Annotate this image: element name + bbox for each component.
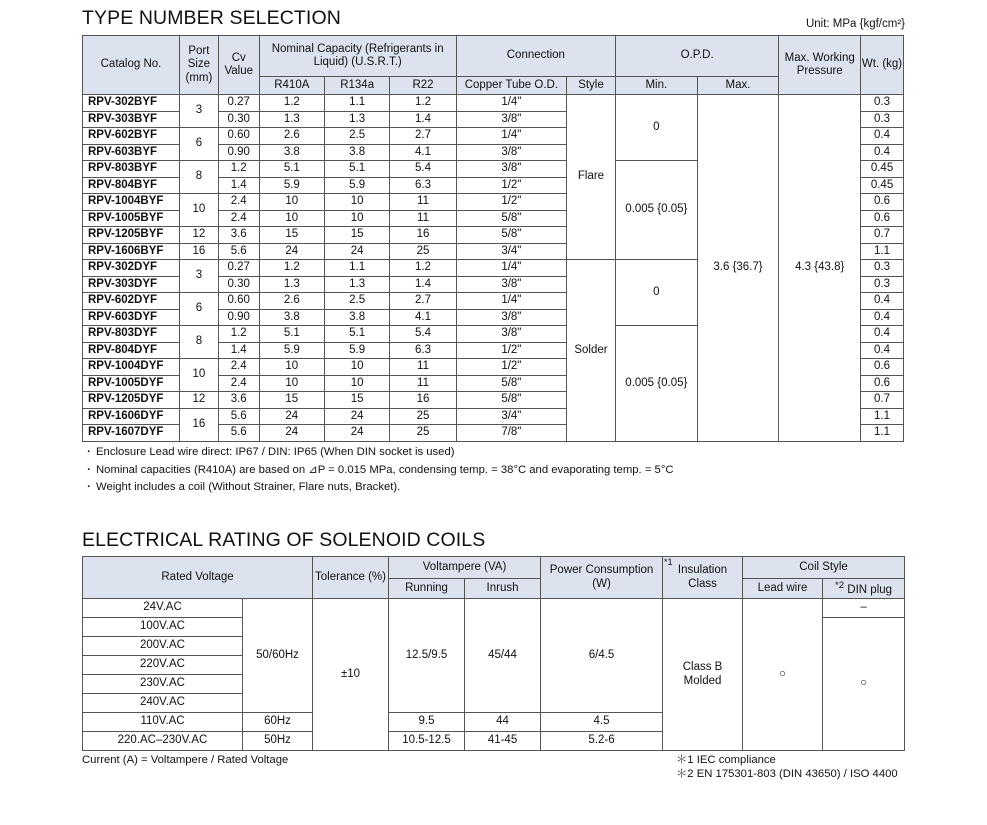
capacity-r134a: 2.5 — [324, 293, 389, 310]
coil-footnotes — [676, 753, 898, 781]
header-insulation-class — [663, 557, 743, 599]
copper-tube-od: 3/8" — [456, 326, 566, 343]
cv-value: 5.6 — [218, 425, 259, 442]
capacity-r22: 11 — [390, 210, 456, 227]
capacity-r134a: 24 — [324, 243, 389, 260]
footnote-iec: ＊1 IEC compliance — [676, 754, 776, 766]
catalog-no: RPV-603DYF — [83, 309, 180, 326]
insulation-header-label: Insulation Class — [677, 564, 728, 590]
lead-wire-mark: ○ — [743, 599, 823, 751]
capacity-r22: 2.7 — [390, 128, 456, 145]
copper-tube-od: 3/4" — [456, 408, 566, 425]
voltage-cell: 110V.AC — [83, 713, 243, 732]
header-coil-style: Coil Style — [743, 557, 905, 579]
header-power-consumption: Power Consumption (W) — [541, 557, 663, 599]
capacity-r410a: 10 — [259, 210, 324, 227]
capacity-r410a: 24 — [259, 243, 324, 260]
opd-min: 0.005 {0.05} — [615, 326, 697, 442]
cv-value: 0.90 — [218, 144, 259, 161]
opd-min: 0 — [615, 95, 697, 161]
cv-value: 5.6 — [218, 408, 259, 425]
capacity-r410a: 24 — [259, 408, 324, 425]
capacity-r410a: 2.6 — [259, 293, 324, 310]
header-nominal-capacity: Nominal Capacity (Refrigerants in Liquid) (U.S.R.T.) — [259, 36, 456, 77]
connection-style: Solder — [566, 260, 615, 442]
opd-min: 0.005 {0.05} — [615, 161, 697, 260]
capacity-r22: 25 — [390, 408, 456, 425]
weight: 0.4 — [861, 128, 904, 145]
header-voltampere: Voltampere (VA) — [389, 557, 541, 579]
capacity-r22: 11 — [390, 375, 456, 392]
cv-value: 0.27 — [218, 95, 259, 112]
din-footnote-mark: *2 — [835, 579, 845, 591]
cv-value: 0.30 — [218, 111, 259, 128]
current-note: Current (A) = Voltampere / Rated Voltage — [82, 754, 289, 766]
copper-tube-od: 1/4" — [456, 260, 566, 277]
catalog-no: RPV-602DYF — [83, 293, 180, 310]
table-row — [83, 95, 904, 112]
port-size: 8 — [180, 326, 219, 359]
copper-tube-od: 1/4" — [456, 128, 566, 145]
capacity-r134a: 15 — [324, 227, 389, 244]
copper-tube-od: 5/8" — [456, 210, 566, 227]
capacity-r410a: 15 — [259, 227, 324, 244]
catalog-no: RPV-302DYF — [83, 260, 180, 277]
capacity-r134a: 5.1 — [324, 161, 389, 178]
weight: 0.45 — [861, 177, 904, 194]
port-size: 10 — [180, 194, 219, 227]
capacity-r22: 4.1 — [390, 144, 456, 161]
catalog-no: RPV-1606DYF — [83, 408, 180, 425]
copper-tube-od: 1/4" — [456, 293, 566, 310]
capacity-r134a: 24 — [324, 408, 389, 425]
opd-max: 3.6 {36.7} — [697, 95, 779, 442]
power-110: 4.5 — [541, 713, 663, 732]
catalog-no: RPV-1005BYF — [83, 210, 180, 227]
catalog-no: RPV-1005DYF — [83, 375, 180, 392]
capacity-r22: 25 — [390, 243, 456, 260]
electrical-rating-title: ELECTRICAL RATING OF SOLENOID COILS — [82, 529, 486, 551]
capacity-r410a: 10 — [259, 375, 324, 392]
cv-value: 5.6 — [218, 243, 259, 260]
capacity-r134a: 1.3 — [324, 111, 389, 128]
port-size: 10 — [180, 359, 219, 392]
copper-tube-od: 7/8" — [456, 425, 566, 442]
capacity-r410a: 1.2 — [259, 95, 324, 112]
unit-note: Unit: MPa {kgf/cm²} — [805, 18, 905, 30]
cv-value: 1.2 — [218, 326, 259, 343]
type-number-table — [82, 35, 904, 442]
weight: 0.4 — [861, 309, 904, 326]
copper-tube-od: 5/8" — [456, 227, 566, 244]
capacity-r22: 1.4 — [390, 276, 456, 293]
port-size: 16 — [180, 243, 219, 260]
capacity-r22: 6.3 — [390, 177, 456, 194]
port-size: 3 — [180, 260, 219, 293]
copper-tube-od: 3/8" — [456, 144, 566, 161]
cv-value: 2.4 — [218, 194, 259, 211]
capacity-r410a: 24 — [259, 425, 324, 442]
capacity-r22: 16 — [390, 392, 456, 409]
freq-50: 50Hz — [243, 732, 313, 751]
copper-tube-od: 3/4" — [456, 243, 566, 260]
header-inrush: Inrush — [465, 579, 541, 599]
header-din-plug — [823, 579, 905, 599]
header-tolerance: Tolerance (%) — [313, 557, 389, 599]
capacity-r410a: 1.2 — [259, 260, 324, 277]
capacity-r134a: 10 — [324, 194, 389, 211]
capacity-r134a: 5.1 — [324, 326, 389, 343]
copper-tube-od: 5/8" — [456, 392, 566, 409]
electrical-rating-table — [82, 556, 905, 751]
port-size: 3 — [180, 95, 219, 128]
capacity-r410a: 5.1 — [259, 326, 324, 343]
port-size: 8 — [180, 161, 219, 194]
capacity-r22: 16 — [390, 227, 456, 244]
capacity-r134a: 15 — [324, 392, 389, 409]
weight: 1.1 — [861, 408, 904, 425]
header-weight: Wt. (kg) — [861, 36, 904, 95]
voltage-cell: 100V.AC — [83, 618, 243, 637]
voltage-cell: 240V.AC — [83, 694, 243, 713]
header-lead-wire: Lead wire — [743, 579, 823, 599]
capacity-r22: 1.2 — [390, 260, 456, 277]
type-selection-title: TYPE NUMBER SELECTION — [82, 7, 341, 29]
capacity-r410a: 3.8 — [259, 309, 324, 326]
catalog-no: RPV-303DYF — [83, 276, 180, 293]
capacity-r410a: 10 — [259, 359, 324, 376]
capacity-r22: 11 — [390, 194, 456, 211]
running-main: 12.5/9.5 — [389, 599, 465, 713]
inrush-110: 44 — [465, 713, 541, 732]
weight: 0.3 — [861, 276, 904, 293]
capacity-r134a: 1.1 — [324, 260, 389, 277]
weight: 0.4 — [861, 326, 904, 343]
cv-value: 3.6 — [218, 392, 259, 409]
weight: 0.4 — [861, 144, 904, 161]
din-header-label: DIN plug — [847, 583, 893, 596]
note-nominal-capacity: · Nominal capacities (R410A) are based on ⊿P = 0.015 MPa, condensing temp. = 38°C and evaporating temp. = 5°C — [82, 462, 674, 480]
cv-value: 0.30 — [218, 276, 259, 293]
weight: 0.4 — [861, 293, 904, 310]
port-size: 6 — [180, 293, 219, 326]
capacity-r410a: 5.9 — [259, 342, 324, 359]
voltage-cell: 24V.AC — [83, 599, 243, 618]
weight: 0.4 — [861, 342, 904, 359]
footnote-din: ＊2 EN 175301-803 (DIN 43650) / ISO 4400 — [676, 768, 898, 780]
capacity-r410a: 3.8 — [259, 144, 324, 161]
copper-tube-od: 1/2" — [456, 342, 566, 359]
header-rated-voltage: Rated Voltage — [83, 557, 313, 599]
capacity-r22: 4.1 — [390, 309, 456, 326]
capacity-r134a: 2.5 — [324, 128, 389, 145]
copper-tube-od: 1/2" — [456, 177, 566, 194]
inrush-main: 45/44 — [465, 599, 541, 713]
weight: 0.6 — [861, 375, 904, 392]
cv-value: 1.2 — [218, 161, 259, 178]
freq-50-60: 50/60Hz — [243, 599, 313, 713]
voltage-cell: 220V.AC — [83, 656, 243, 675]
copper-tube-od: 1/2" — [456, 359, 566, 376]
header-port-size: Port Size (mm) — [180, 36, 219, 95]
weight: 0.7 — [861, 227, 904, 244]
header-running: Running — [389, 579, 465, 599]
capacity-r410a: 15 — [259, 392, 324, 409]
header-style: Style — [566, 77, 615, 95]
catalog-no: RPV-602BYF — [83, 128, 180, 145]
capacity-r134a: 10 — [324, 375, 389, 392]
header-cv-value: Cv Value — [218, 36, 259, 95]
catalog-no: RPV-1004BYF — [83, 194, 180, 211]
cv-value: 2.4 — [218, 210, 259, 227]
tolerance-value: ±10 — [313, 599, 389, 751]
header-r410a: R410A — [259, 77, 324, 95]
capacity-r22: 11 — [390, 359, 456, 376]
power-main: 6/4.5 — [541, 599, 663, 713]
capacity-r22: 1.2 — [390, 95, 456, 112]
weight: 1.1 — [861, 243, 904, 260]
capacity-r22: 5.4 — [390, 161, 456, 178]
copper-tube-od: 3/8" — [456, 276, 566, 293]
copper-tube-od: 5/8" — [456, 375, 566, 392]
cv-value: 1.4 — [218, 342, 259, 359]
header-opd-max: Max. — [697, 77, 779, 95]
header-connection: Connection — [456, 36, 615, 77]
weight: 0.6 — [861, 194, 904, 211]
weight: 0.7 — [861, 392, 904, 409]
capacity-r134a: 1.3 — [324, 276, 389, 293]
weight: 0.3 — [861, 111, 904, 128]
capacity-r134a: 24 — [324, 425, 389, 442]
cv-value: 1.4 — [218, 177, 259, 194]
voltage-cell: 200V.AC — [83, 637, 243, 656]
catalog-no: RPV-803DYF — [83, 326, 180, 343]
copper-tube-od: 1/4" — [456, 95, 566, 112]
note-enclosure: · Enclosure Lead wire direct: IP67 / DIN: IP65 (When DIN socket is used) — [82, 444, 674, 462]
weight: 0.3 — [861, 260, 904, 277]
type-notes — [82, 444, 674, 497]
port-size: 12 — [180, 227, 219, 244]
voltage-cell: 230V.AC — [83, 675, 243, 694]
catalog-no: RPV-303BYF — [83, 111, 180, 128]
catalog-no: RPV-804DYF — [83, 342, 180, 359]
capacity-r410a: 1.3 — [259, 276, 324, 293]
capacity-r134a: 3.8 — [324, 144, 389, 161]
catalog-no: RPV-804BYF — [83, 177, 180, 194]
inrush-220: 41-45 — [465, 732, 541, 751]
catalog-no: RPV-302BYF — [83, 95, 180, 112]
header-r22: R22 — [390, 77, 456, 95]
weight: 0.6 — [861, 359, 904, 376]
copper-tube-od: 3/8" — [456, 309, 566, 326]
capacity-r22: 2.7 — [390, 293, 456, 310]
cv-value: 0.60 — [218, 293, 259, 310]
weight: 1.1 — [861, 425, 904, 442]
weight: 0.45 — [861, 161, 904, 178]
din-plug-mark: ○ — [823, 618, 905, 751]
type-table-body — [83, 95, 904, 442]
opd-min: 0 — [615, 260, 697, 326]
capacity-r134a: 5.9 — [324, 177, 389, 194]
capacity-r134a: 10 — [324, 359, 389, 376]
insulation-value: Class B Molded — [663, 599, 743, 751]
catalog-no: RPV-1606BYF — [83, 243, 180, 260]
note-weight: · Weight includes a coil (Without Strainer, Flare nuts, Bracket). — [82, 479, 674, 497]
capacity-r22: 1.4 — [390, 111, 456, 128]
capacity-r134a: 3.8 — [324, 309, 389, 326]
voltage-cell: 220.AC–230V.AC — [83, 732, 243, 751]
connection-style: Flare — [566, 95, 615, 260]
cv-value: 2.4 — [218, 359, 259, 376]
catalog-no: RPV-1607DYF — [83, 425, 180, 442]
capacity-r410a: 2.6 — [259, 128, 324, 145]
capacity-r410a: 10 — [259, 194, 324, 211]
header-r134a: R134a — [324, 77, 389, 95]
copper-tube-od: 3/8" — [456, 111, 566, 128]
cv-value: 3.6 — [218, 227, 259, 244]
insulation-footnote-mark: *1 — [664, 557, 673, 567]
copper-tube-od: 3/8" — [456, 161, 566, 178]
catalog-no: RPV-1205DYF — [83, 392, 180, 409]
running-110: 9.5 — [389, 713, 465, 732]
cv-value: 0.90 — [218, 309, 259, 326]
port-size: 6 — [180, 128, 219, 161]
catalog-no: RPV-1205BYF — [83, 227, 180, 244]
capacity-r22: 6.3 — [390, 342, 456, 359]
capacity-r410a: 1.3 — [259, 111, 324, 128]
running-220: 10.5-12.5 — [389, 732, 465, 751]
capacity-r410a: 5.1 — [259, 161, 324, 178]
capacity-r22: 25 — [390, 425, 456, 442]
cv-value: 0.27 — [218, 260, 259, 277]
cv-value: 0.60 — [218, 128, 259, 145]
weight: 0.6 — [861, 210, 904, 227]
weight: 0.3 — [861, 95, 904, 112]
din-24v-mark: – — [823, 599, 905, 618]
capacity-r134a: 10 — [324, 210, 389, 227]
header-opd: O.P.D. — [615, 36, 778, 77]
header-max-working-pressure: Max. Working Pressure — [779, 36, 861, 95]
power-220: 5.2-6 — [541, 732, 663, 751]
copper-tube-od: 1/2" — [456, 194, 566, 211]
catalog-no: RPV-1004DYF — [83, 359, 180, 376]
freq-60: 60Hz — [243, 713, 313, 732]
max-working-pressure: 4.3 {43.8} — [779, 95, 861, 442]
catalog-no: RPV-603BYF — [83, 144, 180, 161]
header-catalog: Catalog No. — [83, 36, 180, 95]
capacity-r134a: 5.9 — [324, 342, 389, 359]
header-opd-min: Min. — [615, 77, 697, 95]
cv-value: 2.4 — [218, 375, 259, 392]
capacity-r410a: 5.9 — [259, 177, 324, 194]
port-size: 16 — [180, 408, 219, 441]
capacity-r22: 5.4 — [390, 326, 456, 343]
capacity-r134a: 1.1 — [324, 95, 389, 112]
catalog-no: RPV-803BYF — [83, 161, 180, 178]
header-copper-tube: Copper Tube O.D. — [456, 77, 566, 95]
port-size: 12 — [180, 392, 219, 409]
